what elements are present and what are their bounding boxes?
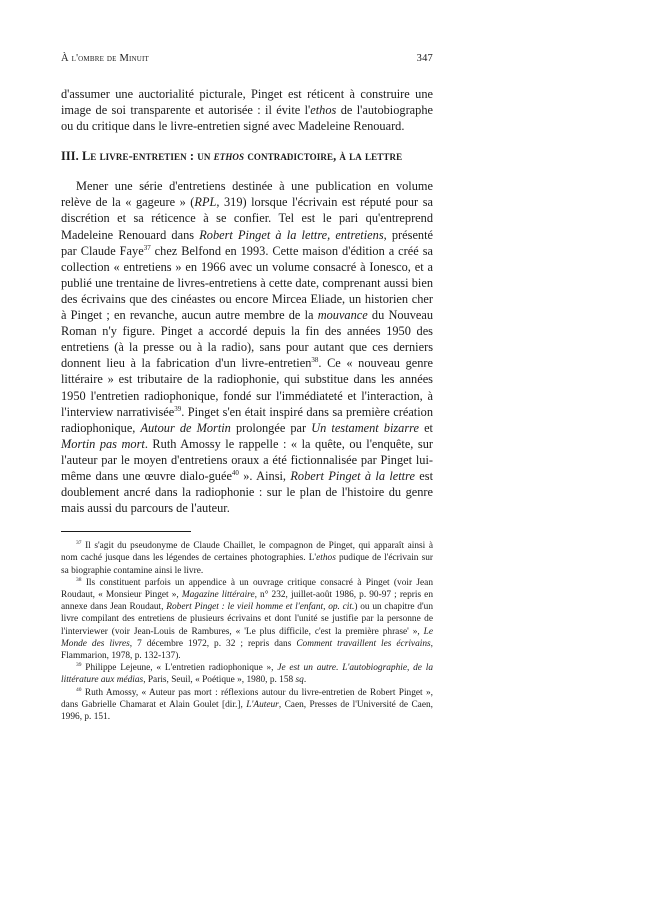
footnote-40: $^{40}$ Ruth Amossy, « Auteur pas mort : réflexions autour du livre-entretien de Robert Pinget », dans Gabrielle Chamarat et Alain Goulet [dir.], L'Auteur, Caen, Presses de l'Université de Caen, 1996, p. 151.: [61, 686, 433, 723]
book-page: [61, 53, 433, 723]
body-text: [61, 86, 433, 516]
footnotes: [61, 540, 433, 723]
footnote-38: $^{38}$ Ils constituent parfois un appendice à un ouvrage critique consacré à Pinget (voir Jean Roudaut, « Monsieur Pinget », Magazine littéraire, n° 232, juillet-août 1986, p. 90-97 ; repris en annexe dans Jean Roudaut, Robert Pinget : le vieil homme et l'enfant, op. cit.) ou un chapitre d'un livre compilant des entretiens de plusieurs écrivains et dont l'unité se justifie par la personne de l'interviewer (voir Jean-Louis de Rambures, « 'Le plus difficile, c'est la première phrase' », Le Monde des livres, 7 décembre 1972, p. 32 ; repris dans Comment travaillent les écrivains, Flammarion, 1978, p. 132-137).: [61, 576, 434, 662]
footnote-39: $^{39}$ Philippe Lejeune, « L'entretien radiophonique », Je est un autre. L'autobiographie, de la littérature aux médias, Paris, Seuil, « Poétique », 1980, p. 158 sq.: [61, 662, 433, 686]
paragraph-continuation: d'assumer une auctorialité picturale, Pinget est réticent à construire une image de soi transparente et autorisée : il évite l'ethos de l'autobiographe ou du critique dans le livre-entretien signé avec Madeleine Renouard.: [61, 87, 433, 134]
footnote-ref-39[interactable]: 39: [174, 404, 182, 413]
section-heading: III. Le livre-entretien : un ethos contradictoire, à la lettre: [61, 149, 403, 164]
footnote-ref-37[interactable]: 37: [143, 243, 151, 252]
running-header: [61, 53, 433, 64]
footnote-ref-38[interactable]: 38: [311, 356, 319, 365]
footnote-ref-40[interactable]: 40: [231, 468, 239, 477]
running-title: À l'ombre de Minuit: [61, 53, 150, 64]
paragraph-main: Mener une série d'entretiens destinée à une publication en volume relève de la « gageure » (RPL, 319) lorsque l'écrivain est réputé pour sa discrétion et sa réticence à se confier. Tel est le pari qu'entreprend Madeleine Renouard dans Robert Pinget à la lettre, entretiens, présenté par Claude Faye$^{37}$ chez Belfond en 1993. Cette maison d'édition a créé sa collection « entretiens » en 1966 avec un volume consacré à Ionesco, et a publié une trentaine de livres-entretiens à cette date, comprenant aussi bien des écrivains que des cinéastes ou encore Mircea Eliade, un historien cher à Pinget ; en revanche, aucun autre membre de la mouvance du Nouveau Roman n'y figure. Pinget a accordé depuis la fin des années 1950 des entretiens (à la presse ou à la radio), sans pour autant que ces derniers donnent lieu à la fabrication d'un livre-entretien$^{38}$. Ce « nouveau genre littéraire » est tributaire de la radiophonie, qui substitue dans les années 1950 l'entretien radiophonique, fondé sur l'immédiateté et l'interaction, à l'interview narrativisée$^{39}$. Pinget s'en était inspiré dans sa première création radiophonique, Autour de Mortin prolongée par Un testament bizarre et Mortin pas mort. Ruth Amossy le rappelle : « la quête, ou l'enquête, sur l'auteur par le moyen d'entretiens oraux a été fictionnalisée par Pinget lui-même dans une œuvre dialo-guée$^{40}$ ». Ainsi, Robert Pinget à la lettre est doublement ancré dans la radiophonie : sur le plan de l'histoire du genre mais aussi du parcours de l'auteur.: [61, 179, 434, 516]
page-number: 347: [416, 53, 433, 64]
footnote-divider: [61, 531, 191, 532]
footnote-37: $^{37}$ Il s'agit du pseudonyme de Claude Chaillet, le compagnon de Pinget, qui apparaît ainsi à nom caché jusque dans les légendes de certaines photographies. L'ethos pudique de l'écrivain sur sa biographie contamine ainsi le livre.: [61, 540, 433, 576]
